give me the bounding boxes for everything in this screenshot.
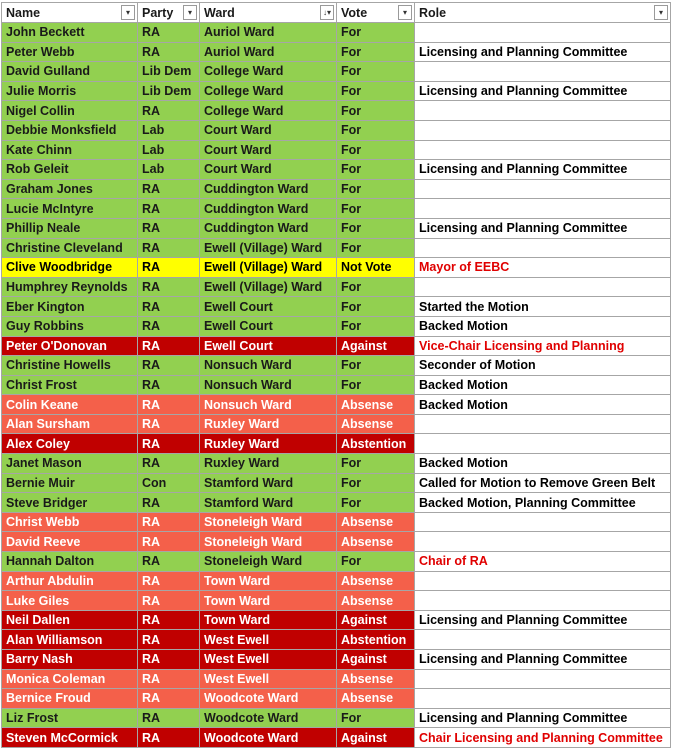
cell-ward[interactable]: Auriol Ward (200, 23, 337, 43)
cell-role[interactable] (415, 62, 671, 82)
cell-party[interactable]: Lib Dem (138, 62, 200, 82)
cell-role[interactable] (415, 591, 671, 611)
cell-vote[interactable]: For (337, 356, 415, 376)
cell-ward[interactable]: Town Ward (200, 591, 337, 611)
cell-vote[interactable]: Against (337, 650, 415, 670)
cell-name[interactable]: Steven McCormick (2, 728, 138, 748)
cell-ward[interactable]: Town Ward (200, 571, 337, 591)
cell-party[interactable]: Lab (138, 140, 200, 160)
table-row (2, 120, 671, 140)
cell-role[interactable]: Licensing and Planning Committee (415, 708, 671, 728)
cell-party[interactable]: RA (138, 316, 200, 336)
column-header-ward[interactable]: Ward ↓▾ (200, 3, 337, 23)
cell-ward[interactable]: Court Ward (200, 160, 337, 180)
cell-vote[interactable]: Against (337, 610, 415, 630)
cell-vote[interactable]: For (337, 454, 415, 474)
cell-role[interactable]: Backed Motion (415, 316, 671, 336)
cell-role[interactable] (415, 669, 671, 689)
cell-party[interactable]: RA (138, 650, 200, 670)
table-row (2, 160, 671, 180)
cell-role[interactable] (415, 630, 671, 650)
cell-name[interactable]: Kate Chinn (2, 140, 138, 160)
cell-party[interactable]: RA (138, 630, 200, 650)
cell-role[interactable]: Backed Motion (415, 375, 671, 395)
cell-party[interactable]: RA (138, 179, 200, 199)
cell-ward[interactable]: Court Ward (200, 140, 337, 160)
cell-vote[interactable]: For (337, 42, 415, 62)
cell-ward[interactable]: Woodcote Ward (200, 708, 337, 728)
table-row (2, 375, 671, 395)
cell-role[interactable] (415, 179, 671, 199)
cell-name[interactable]: Humphrey Reynolds (2, 277, 138, 297)
cell-ward[interactable]: Ewell Court (200, 297, 337, 317)
table-row (2, 630, 671, 650)
cell-party[interactable]: RA (138, 356, 200, 376)
cell-ward[interactable]: Ruxley Ward (200, 414, 337, 434)
cell-role[interactable]: Chair Licensing and Planning Committee (415, 728, 671, 748)
cell-ward[interactable]: Stamford Ward (200, 493, 337, 513)
cell-party[interactable]: RA (138, 532, 200, 552)
cell-name[interactable]: Christ Frost (2, 375, 138, 395)
cell-party[interactable]: RA (138, 336, 200, 356)
cell-role[interactable] (415, 23, 671, 43)
cell-ward[interactable]: Woodcote Ward (200, 728, 337, 748)
cell-ward[interactable]: Nonsuch Ward (200, 356, 337, 376)
cell-role[interactable] (415, 101, 671, 121)
cell-ward[interactable]: Auriol Ward (200, 42, 337, 62)
cell-role[interactable] (415, 434, 671, 454)
cell-vote[interactable]: For (337, 140, 415, 160)
cell-role[interactable]: Mayor of EEBC (415, 258, 671, 278)
cell-name[interactable]: Clive Woodbridge (2, 258, 138, 278)
cell-role[interactable]: Licensing and Planning Committee (415, 610, 671, 630)
cell-ward[interactable]: Woodcote Ward (200, 689, 337, 709)
cell-role[interactable] (415, 532, 671, 552)
cell-ward[interactable]: Nonsuch Ward (200, 395, 337, 415)
cell-name[interactable]: Arthur Abdulin (2, 571, 138, 591)
column-header-role[interactable]: Role ▾ (415, 3, 671, 23)
cell-vote[interactable]: For (337, 297, 415, 317)
cell-role[interactable]: Chair of RA (415, 552, 671, 572)
table-row (2, 179, 671, 199)
table-row (2, 42, 671, 62)
cell-name[interactable]: Luke Giles (2, 591, 138, 611)
table-row (2, 512, 671, 532)
cell-party[interactable]: RA (138, 395, 200, 415)
cell-vote[interactable]: For (337, 277, 415, 297)
cell-vote[interactable]: Against (337, 336, 415, 356)
cell-name[interactable]: Barry Nash (2, 650, 138, 670)
cell-party[interactable]: RA (138, 414, 200, 434)
filter-dropdown-icon[interactable]: ▾ (654, 5, 668, 20)
table-row (2, 669, 671, 689)
cell-role[interactable]: Licensing and Planning Committee (415, 650, 671, 670)
cell-party[interactable]: Lib Dem (138, 81, 200, 101)
cell-name[interactable]: Neil Dallen (2, 610, 138, 630)
cell-name[interactable]: Janet Mason (2, 454, 138, 474)
cell-vote[interactable]: Abstention (337, 434, 415, 454)
cell-name[interactable]: Alex Coley (2, 434, 138, 454)
cell-name[interactable]: Julie Morris (2, 81, 138, 101)
cell-name[interactable]: Christine Cleveland (2, 238, 138, 258)
cell-name[interactable]: Hannah Dalton (2, 552, 138, 572)
cell-vote[interactable]: Abstention (337, 630, 415, 650)
cell-name[interactable]: John Beckett (2, 23, 138, 43)
cell-party[interactable]: RA (138, 552, 200, 572)
cell-vote[interactable]: For (337, 160, 415, 180)
cell-name[interactable]: Bernie Muir (2, 473, 138, 493)
cell-ward[interactable]: Ruxley Ward (200, 454, 337, 474)
cell-party[interactable]: RA (138, 512, 200, 532)
cell-party[interactable]: RA (138, 258, 200, 278)
cell-vote[interactable]: Absense (337, 512, 415, 532)
table-row (2, 140, 671, 160)
filter-dropdown-icon[interactable]: ▾ (183, 5, 197, 20)
table-row (2, 571, 671, 591)
cell-party[interactable]: RA (138, 375, 200, 395)
cell-party[interactable]: RA (138, 238, 200, 258)
cell-ward[interactable]: West Ewell (200, 650, 337, 670)
cell-role[interactable] (415, 199, 671, 219)
sort-filter-icon[interactable]: ↓▾ (320, 5, 334, 20)
cell-role[interactable]: Vice-Chair Licensing and Planning (415, 336, 671, 356)
cell-vote[interactable]: For (337, 101, 415, 121)
table-row (2, 218, 671, 238)
cell-role[interactable]: Backed Motion (415, 454, 671, 474)
cell-vote[interactable]: For (337, 238, 415, 258)
table-row (2, 434, 671, 454)
cell-role[interactable]: Licensing and Planning Committee (415, 218, 671, 238)
cell-party[interactable]: Lab (138, 160, 200, 180)
cell-party[interactable]: RA (138, 708, 200, 728)
cell-role[interactable] (415, 120, 671, 140)
table-row (2, 473, 671, 493)
cell-party[interactable]: RA (138, 199, 200, 219)
cell-ward[interactable]: Ewell (Village) Ward (200, 277, 337, 297)
table-row (2, 708, 671, 728)
cell-vote[interactable]: For (337, 552, 415, 572)
cell-role[interactable]: Backed Motion (415, 395, 671, 415)
header-row (2, 3, 671, 23)
cell-ward[interactable]: Ruxley Ward (200, 434, 337, 454)
cell-role[interactable]: Started the Motion (415, 297, 671, 317)
cell-name[interactable]: Graham Jones (2, 179, 138, 199)
table-row (2, 336, 671, 356)
table-row (2, 493, 671, 513)
cell-role[interactable] (415, 277, 671, 297)
cell-name[interactable]: David Reeve (2, 532, 138, 552)
table-row (2, 610, 671, 630)
cell-vote[interactable]: For (337, 23, 415, 43)
cell-role[interactable]: Backed Motion, Planning Committee (415, 493, 671, 513)
cell-ward[interactable]: West Ewell (200, 669, 337, 689)
table-row (2, 728, 671, 748)
table-row (2, 356, 671, 376)
cell-name[interactable]: Alan Sursham (2, 414, 138, 434)
table-row (2, 316, 671, 336)
cell-role[interactable] (415, 689, 671, 709)
cell-name[interactable]: Rob Geleit (2, 160, 138, 180)
cell-name[interactable]: Bernice Froud (2, 689, 138, 709)
cell-ward[interactable]: Stoneleigh Ward (200, 552, 337, 572)
cell-name[interactable]: Liz Frost (2, 708, 138, 728)
cell-vote[interactable]: Not Vote (337, 258, 415, 278)
cell-party[interactable]: RA (138, 493, 200, 513)
cell-party[interactable]: Con (138, 473, 200, 493)
cell-vote[interactable]: Absense (337, 571, 415, 591)
cell-ward[interactable]: Ewell Court (200, 316, 337, 336)
table-row (2, 689, 671, 709)
cell-vote[interactable]: Absense (337, 395, 415, 415)
cell-vote[interactable]: Absense (337, 669, 415, 689)
cell-party[interactable]: RA (138, 591, 200, 611)
table-row (2, 552, 671, 572)
cell-ward[interactable]: Cuddington Ward (200, 199, 337, 219)
cell-party[interactable]: RA (138, 454, 200, 474)
column-header-vote[interactable]: Vote ▾ (337, 3, 415, 23)
cell-role[interactable]: Licensing and Planning Committee (415, 42, 671, 62)
table-row (2, 258, 671, 278)
cell-vote[interactable]: Absense (337, 414, 415, 434)
cell-party[interactable]: RA (138, 610, 200, 630)
cell-ward[interactable]: Stamford Ward (200, 473, 337, 493)
cell-vote[interactable]: Absense (337, 689, 415, 709)
cell-name[interactable]: Debbie Monksfield (2, 120, 138, 140)
table-row (2, 277, 671, 297)
cell-vote[interactable]: For (337, 199, 415, 219)
filter-dropdown-icon[interactable]: ▾ (398, 5, 412, 20)
cell-vote[interactable]: For (337, 81, 415, 101)
cell-name[interactable]: Christine Howells (2, 356, 138, 376)
table-row (2, 650, 671, 670)
council-vote-table (1, 2, 671, 748)
cell-ward[interactable]: Ewell (Village) Ward (200, 258, 337, 278)
cell-vote[interactable]: For (337, 62, 415, 82)
table-row (2, 23, 671, 43)
cell-ward[interactable]: Town Ward (200, 610, 337, 630)
cell-vote[interactable]: For (337, 493, 415, 513)
cell-ward[interactable]: Ewell Court (200, 336, 337, 356)
cell-name[interactable]: Lucie McIntyre (2, 199, 138, 219)
table-row (2, 591, 671, 611)
cell-ward[interactable]: Cuddington Ward (200, 179, 337, 199)
cell-vote[interactable]: For (337, 218, 415, 238)
cell-party[interactable]: RA (138, 23, 200, 43)
cell-vote[interactable]: For (337, 473, 415, 493)
cell-party[interactable]: RA (138, 689, 200, 709)
cell-name[interactable]: Guy Robbins (2, 316, 138, 336)
cell-role[interactable]: Licensing and Planning Committee (415, 160, 671, 180)
cell-name[interactable]: Alan Williamson (2, 630, 138, 650)
table-row (2, 414, 671, 434)
cell-ward[interactable]: West Ewell (200, 630, 337, 650)
cell-vote[interactable]: For (337, 708, 415, 728)
cell-party[interactable]: RA (138, 42, 200, 62)
cell-ward[interactable]: Nonsuch Ward (200, 375, 337, 395)
cell-name[interactable]: Steve Bridger (2, 493, 138, 513)
column-header-party[interactable]: Party ▾ (138, 3, 200, 23)
cell-ward[interactable]: College Ward (200, 101, 337, 121)
filter-dropdown-icon[interactable]: ▾ (121, 5, 135, 20)
cell-name[interactable]: Phillip Neale (2, 218, 138, 238)
cell-vote[interactable]: Absense (337, 591, 415, 611)
cell-party[interactable]: RA (138, 669, 200, 689)
cell-role[interactable] (415, 414, 671, 434)
table-row (2, 199, 671, 219)
table-row (2, 454, 671, 474)
cell-ward[interactable]: Cuddington Ward (200, 218, 337, 238)
cell-vote[interactable]: Absense (337, 532, 415, 552)
cell-party[interactable]: RA (138, 277, 200, 297)
table-row (2, 238, 671, 258)
cell-role[interactable]: Seconder of Motion (415, 356, 671, 376)
cell-name[interactable]: Peter Webb (2, 42, 138, 62)
cell-role[interactable]: Called for Motion to Remove Green Belt (415, 473, 671, 493)
cell-role[interactable] (415, 238, 671, 258)
table-row (2, 297, 671, 317)
cell-party[interactable]: RA (138, 571, 200, 591)
cell-party[interactable]: RA (138, 101, 200, 121)
cell-role[interactable] (415, 140, 671, 160)
cell-party[interactable]: Lab (138, 120, 200, 140)
cell-name[interactable]: Monica Coleman (2, 669, 138, 689)
cell-vote[interactable]: For (337, 179, 415, 199)
cell-role[interactable] (415, 512, 671, 532)
cell-name[interactable]: David Gulland (2, 62, 138, 82)
column-header-name[interactable]: Name ▾ (2, 3, 138, 23)
cell-role[interactable]: Licensing and Planning Committee (415, 81, 671, 101)
cell-ward[interactable]: Stoneleigh Ward (200, 532, 337, 552)
cell-ward[interactable]: College Ward (200, 81, 337, 101)
cell-role[interactable] (415, 571, 671, 591)
cell-vote[interactable]: For (337, 120, 415, 140)
table-row (2, 62, 671, 82)
table-row (2, 81, 671, 101)
cell-vote[interactable]: For (337, 316, 415, 336)
cell-ward[interactable]: College Ward (200, 62, 337, 82)
table-row (2, 101, 671, 121)
cell-vote[interactable]: Against (337, 728, 415, 748)
cell-party[interactable]: RA (138, 297, 200, 317)
cell-name[interactable]: Nigel Collin (2, 101, 138, 121)
cell-name[interactable]: Eber Kington (2, 297, 138, 317)
table-row (2, 532, 671, 552)
cell-vote[interactable]: For (337, 375, 415, 395)
cell-ward[interactable]: Court Ward (200, 120, 337, 140)
cell-name[interactable]: Christ Webb (2, 512, 138, 532)
cell-party[interactable]: RA (138, 218, 200, 238)
cell-ward[interactable]: Stoneleigh Ward (200, 512, 337, 532)
cell-name[interactable]: Peter O'Donovan (2, 336, 138, 356)
cell-party[interactable]: RA (138, 434, 200, 454)
table-row (2, 395, 671, 415)
cell-ward[interactable]: Ewell (Village) Ward (200, 238, 337, 258)
cell-party[interactable]: RA (138, 728, 200, 748)
cell-name[interactable]: Colin Keane (2, 395, 138, 415)
